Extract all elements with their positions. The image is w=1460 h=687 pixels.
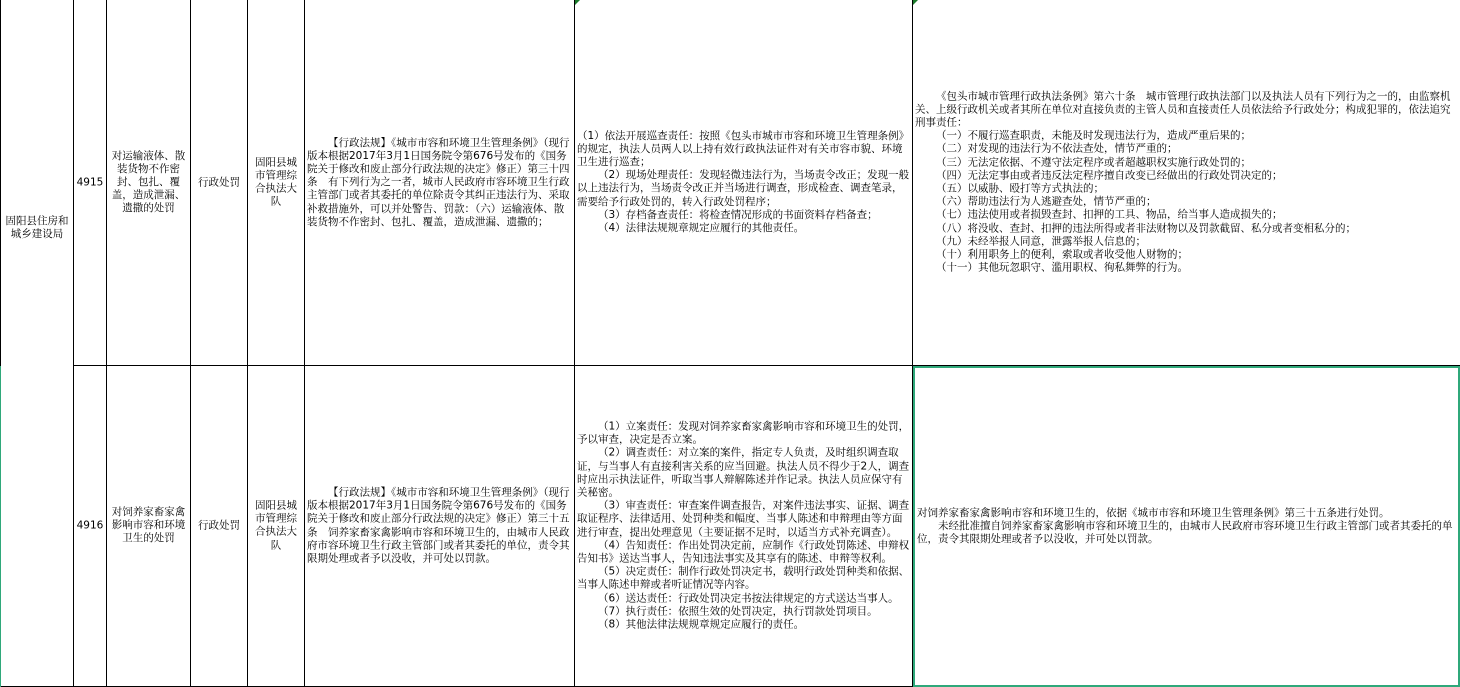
item-type: 行政处罚 [198,175,240,188]
accountability-line: （六）帮助违法行为人逃避查处，情节严重的； [936,195,1157,208]
legal-basis-cell[interactable] [305,0,575,366]
table-row [0,366,1460,687]
legal-basis-text: 【行政法规】《城市市容和环境卫生管理条例》（现行版本根据2017年3月1日国务院令第676号发布的《国务院关于修改和废止部分行政法规的决定》修正）第三十四条 有下列行为之一者，城市人民政府市容环境卫生行政主管部门或者其委托的单位除责令其纠正违法行为、采取补救措施外，可以并处警告、罚款：（六）运输液体、散装货物不作密封、包扎、覆盖，造成泄漏、遗撒的； [307,136,570,228]
responsibility-line: （6）送达责任：行政处罚决定书按法律规定的方式送达当事人。 [598,592,899,605]
item-number: 4915 [76,175,104,188]
accountability-cell[interactable] [913,0,1460,366]
responsibility-line: （1）立案责任：发现对饲养家畜家禽影响市容和环境卫生的处罚，予以审查，决定是否立案。 [577,420,910,446]
accountability-line: （五）以威胁、殴打等方式执法的； [936,182,1104,195]
legal-basis-text: 【行政法规】《城市市容和环境卫生管理条例》（现行版本根据2017年3月1日国务院令第676号发布的《国务院关于修改和废止部分行政法规的决定》修正）第三十五条 饲养家畜家禽影响市容和环境卫生的，由城市人民政府市容环境卫生行政主管部门或者其委托的单位，责令其限期处理或者予以没收，并可处以罚款。 [307,486,570,565]
executing-org-cell[interactable] [248,0,305,366]
responsibility-cell[interactable] [575,0,913,366]
responsibility-line: （3）存档备查责任：将检查情况形成的书面资料存档备查； [598,208,878,221]
accountability-line: （十一）其他玩忽职守、滥用职权、徇私舞弊的行为。 [936,261,1188,274]
executing-org-cell[interactable] [248,366,305,687]
accountability-line: （九）未经举报人同意，泄露举报人信息的； [936,235,1146,248]
executing-org: 固阳县城市管理综合执法大队 [255,156,297,208]
accountability-line: （八）将没收、查封、扣押的违法所得或者非法财物以及罚款截留、私分或者变相私分的； [936,222,1356,235]
item-number-cell[interactable] [74,366,107,687]
department-text: 固阳县住房和城乡建设局 [5,215,69,241]
item-number-cell[interactable] [74,0,107,366]
responsibility-line: （3）审查责任：审查案件调查报告，对案件违法事实、证据、调查取证程序、法律适用、处罚种类和幅度、当事人陈述和申辩理由等方面进行审查，提出处理意见（主要证据不足时，以适当方式补充调查）。 [577,499,910,538]
accountability-line: 对饲养家畜家禽影响市容和环境卫生的，依据《城市市容和环境卫生管理条例》第三十五条进行处罚。 [917,506,1390,519]
responsibility-line: （8）其他法律法规规章规定应履行的责任。 [598,618,805,631]
accountability-line: （十）利用职务上的便利，索取或者收受他人财物的； [936,248,1188,261]
item-type-cell[interactable] [191,0,248,366]
item-number: 4916 [76,519,104,532]
legal-basis-cell[interactable] [305,366,575,687]
accountability-line: （四）无法定事由或者违反法定程序擅自改变已经做出的行政处罚决定的； [936,169,1283,182]
responsibility-line: （5）决定责任：制作行政处罚决定书，载明行政处罚种类和依据、当事人陈述申辩或者听证情况等内容。 [577,565,910,591]
responsibility-line: （1）依法开展巡查责任：按照《包头市城市市容和环境卫生管理条例》的规定，执法人员两人以上持有效行政执法证件对有关市容市貌、环境卫生进行巡查； [577,129,910,169]
item-type: 行政处罚 [198,519,240,532]
responsibility-line: （2）现场处理责任：发现轻微违法行为，当场责令改正；发现一般以上违法行为，当场责令改正并当场进行调查，形成检查、调查笔录，需要给予行政处罚的，转入行政处罚程序； [577,169,910,208]
responsibility-cell[interactable] [575,366,913,687]
accountability-line: 未经批准擅自饲养家畜家禽影响市容和环境卫生的，由城市人民政府市容环境卫生行政主管部门或者其委托的单位，责令其限期处理或者予以没收，并可处以罚款。 [917,519,1453,546]
responsibility-line: （2）调查责任：对立案的案件，指定专人负责，及时组织调查取证，与当事人有直接利害关系的应当回避。执法人员不得少于2人，调查时应出示执法证件，听取当事人辩解陈述并作记录。执法人员应保守有关秘密。 [577,446,910,499]
accountability-line: （一）不履行巡查职责，未能及时发现违法行为，造成严重后果的； [936,129,1251,142]
item-type-cell[interactable] [191,366,248,687]
responsibility-line: （4）告知责任：作出处罚决定前，应制作《行政处罚陈述、申辩权告知书》送达当事人，告知违法事实及其享有的陈述、申辩等权利。 [577,539,910,565]
item-name-cell[interactable] [107,0,191,366]
item-name: 对饲养家畜家禽影响市容和环境卫生的处罚 [111,506,186,545]
accountability-line: （三）无法定依据、不遵守法定程序或者超越职权实施行政处罚的； [936,156,1251,169]
accountability-line: （二）对发现的违法行为不依法查处，情节严重的； [936,142,1178,155]
item-name-cell[interactable] [107,366,191,687]
item-name: 对运输液体、散装货物不作密封、包扎、覆盖，造成泄漏、遗撒的处罚 [111,149,186,215]
accountability-cell-selected[interactable] [913,366,1460,687]
cell-comment-marker [575,0,580,5]
cell-comment-marker [913,0,918,5]
executing-org: 固阳县城市管理综合执法大队 [255,499,297,552]
accountability-line: 《包头市城市管理行政执法条例》第六十条 城市管理行政执法部门以及执法人员有下列行为之一的，由监察机关、上级行政机关或者其所在单位对直接负责的主管人员和直接责任人员依法给予行政处分；构成犯罪的，依法追究刑事责任： [915,90,1451,129]
accountability-line: （七）违法使用或者损毁查封、扣押的工具、物品，给当事人造成损失的； [936,208,1283,221]
responsibility-line: （4）法律法规规章规定应履行的其他责任。 [598,222,805,235]
responsibility-line: （7）执行责任：依照生效的处罚决定，执行罚款处罚项目。 [598,605,878,618]
